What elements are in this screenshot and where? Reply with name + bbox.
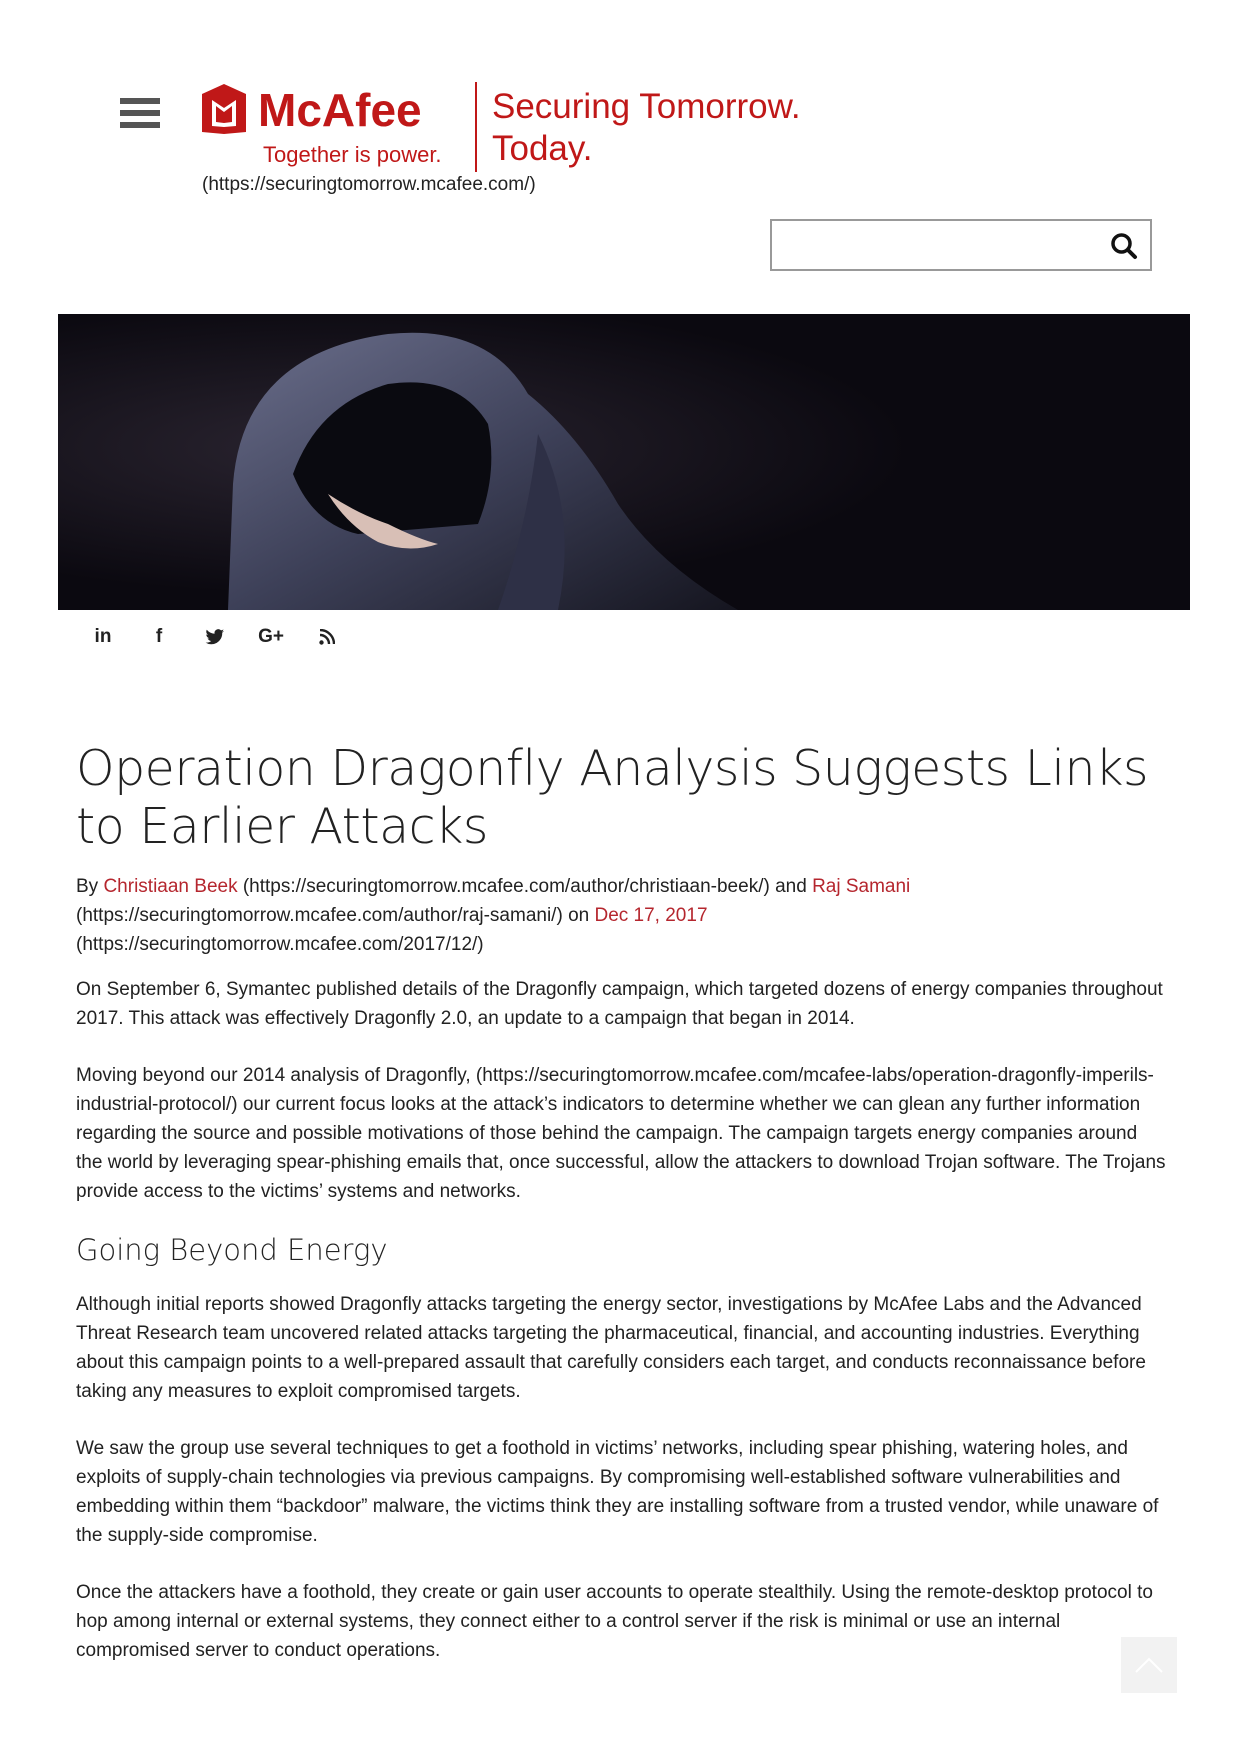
author1-url: (https://securingtomorrow.mcafee.com/author/christiaan-beek/) and <box>237 876 813 897</box>
article <box>76 740 1166 1693</box>
paragraph-4: We saw the group use several techniques to get a foothold in victims’ networks, including spear phishing, watering holes, and exploits of supply-chain technologies via previous campaigns. By compromising well-established software vulnerabilities and embedding within them “backdoor” malware, the victims think they are installing software from a trusted vendor, while unaware of the supply-side compromise. <box>76 1438 1159 1546</box>
date-link[interactable]: Dec 17, 2017 <box>594 905 708 926</box>
section-heading: Going Beyond Energy <box>76 1233 388 1267</box>
mcafee-shield-icon <box>202 84 246 134</box>
paragraph-5: Once the attackers have a foothold, they create or gain user accounts to operate stealthily. Using the remote-desktop protocol to hop among internal or external systems, they connect either to a control server if the risk is minimal or use an internal compromised server to conduct operations. <box>76 1582 1153 1661</box>
byline-prefix: By <box>76 876 104 897</box>
chevron-up-icon <box>1134 1656 1164 1674</box>
author-link-raj-samani[interactable]: Raj Samani <box>812 876 911 897</box>
site-title-line2: Today. <box>492 129 593 168</box>
paragraph-3: Although initial reports showed Dragonfly attacks targeting the energy sector, investigations by McAfee Labs and the Advanced Threat Research team uncovered related attacks targeting the pharmaceutical, financial, and accounting industries. Everything about this campaign points to a well-prepared assault that carefully considers each target, and conducts reconnaissance before taking any measures to exploit compromised targets. <box>76 1294 1146 1402</box>
paragraph-2: Moving beyond our 2014 analysis of Dragonfly, (https://securingtomorrow.mcafee.com/mcafee-labs/operation-dragonfly-imperils-industrial-protocol/) our current focus looks at the attack’s indicators to determine whether we can glean any further information regarding the source and possible motivations of those behind the campaign. The campaign targets energy companies around the world by leveraging spear-phishing emails that, once successful, allow the attackers to download Trojan software. The Trojans provide access to the victims’ systems and networks. <box>76 1065 1166 1202</box>
author-link-christiaan-beek[interactable]: Christiaan Beek <box>103 876 238 897</box>
byline <box>76 872 1166 959</box>
twitter-icon[interactable] <box>202 622 228 652</box>
search-icon[interactable] <box>1110 232 1138 260</box>
hero-image <box>58 314 1190 610</box>
linkedin-icon[interactable]: in <box>94 626 112 647</box>
social-share-bar <box>90 622 340 652</box>
google-plus-icon[interactable]: G+ <box>258 626 284 647</box>
logo-url[interactable]: (https://securingtomorrow.mcafee.com/) <box>202 174 536 195</box>
mcafee-logo[interactable] <box>200 82 840 172</box>
site-title-line1: Securing Tomorrow. <box>492 87 801 126</box>
brand-name: McAfee <box>258 84 422 136</box>
search-input[interactable] <box>782 229 1096 263</box>
menu-icon[interactable] <box>120 98 160 130</box>
date-url: (https://securingtomorrow.mcafee.com/2017/12/) <box>76 934 484 955</box>
brand-tagline: Together is power. <box>263 142 442 167</box>
author2-url: (https://securingtomorrow.mcafee.com/author/raj-samani/) on <box>76 905 595 926</box>
back-to-top-button[interactable] <box>1121 1637 1177 1693</box>
search-box <box>770 219 1152 271</box>
paragraph-1: On September 6, Symantec published details of the Dragonfly campaign, which targeted dozens of energy companies throughout 2017. This attack was effectively Dragonfly 2.0, an update to a campaign that began in 2014. <box>76 979 1163 1029</box>
article-title: Operation Dragonfly Analysis Suggests Links to Earlier Attacks <box>76 740 1149 855</box>
rss-icon[interactable] <box>314 622 340 652</box>
facebook-icon[interactable]: f <box>155 626 163 647</box>
